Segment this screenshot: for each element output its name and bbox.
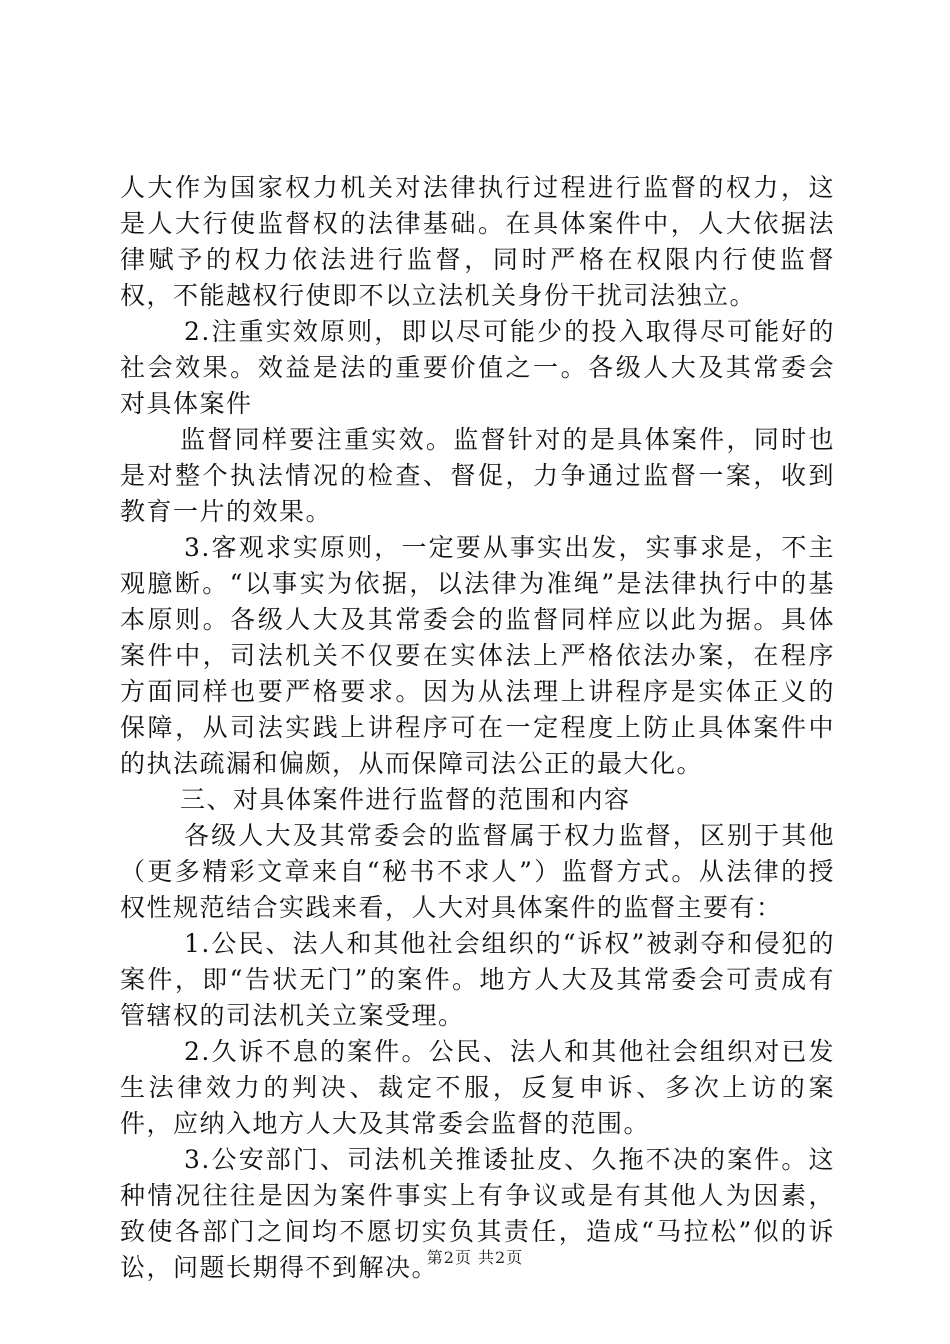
paragraph-effectiveness-principle: 2.注重实效原则，即以尽可能少的投入取得尽可能好的社会效果。效益是法的重要价值之一。各级人大及其常委会对具体案件: [120, 317, 835, 418]
paragraph-objectivity-principle: 3.客观求实原则，一定要从事实出发，实事求是，不主观臆断。“以事实为依据，以法律为准绳”是法律执行中的基本原则。各级人大及其常委会的监督同样应以此为据。具体案件中，司法机关不仅要在实体法上严格依法办案，在程序方面同样也要严格要求。因为从法理上讲程序是实体正义的保障，从司法实践上讲程序可在一定程度上防止具体案件中的执法疏漏和偏颇，从而保障司法公正的最大化。: [120, 533, 835, 778]
paragraph-scope-item-1: 1.公民、法人和其他社会组织的“诉权”被剥夺和侵犯的案件，即“告状无门”的案件。地方人大及其常委会可责成有管辖权的司法机关立案受理。: [120, 929, 835, 1030]
paragraph-effectiveness-continued: 监督同样要注重实效。监督针对的是具体案件，同时也是对整个执法情况的检查、督促，力争通过监督一案，收到教育一片的效果。: [120, 425, 835, 526]
paragraph-scope-intro: 各级人大及其常委会的监督属于权力监督，区别于其他（更多精彩文章来自“秘书不求人”）监督方式。从法律的授权性规范结合实践来看，人大对具体案件的监督主要有：: [120, 821, 835, 922]
paragraph-legal-basis: 人大作为国家权力机关对法律执行过程进行监督的权力，这是人大行使监督权的法律基础。在具体案件中，人大依据法律赋予的权力依法进行监督，同时严格在权限内行使监督权，不能越权行使即不以立法机关身份干扰司法独立。: [120, 173, 835, 310]
paragraph-scope-item-2: 2.久诉不息的案件。公民、法人和其他社会组织对已发生法律效力的判决、裁定不服，反复申诉、多次上访的案件，应纳入地方人大及其常委会监督的范围。: [120, 1037, 835, 1138]
paragraph-scope-item-3: 3.公安部门、司法机关推诿扯皮、久拖不决的案件。这种情况往往是因为案件事实上有争议或是有其他人为因素，致使各部门之间均不愿切实负其责任，造成“马拉松”似的诉讼，问题长期得不到解决。: [120, 1145, 835, 1282]
document-body: [120, 170, 835, 1286]
page-number-footer: 第2页 共2页: [426, 1248, 524, 1267]
section-heading-scope: 三、对具体案件进行监督的范围和内容: [180, 785, 631, 814]
